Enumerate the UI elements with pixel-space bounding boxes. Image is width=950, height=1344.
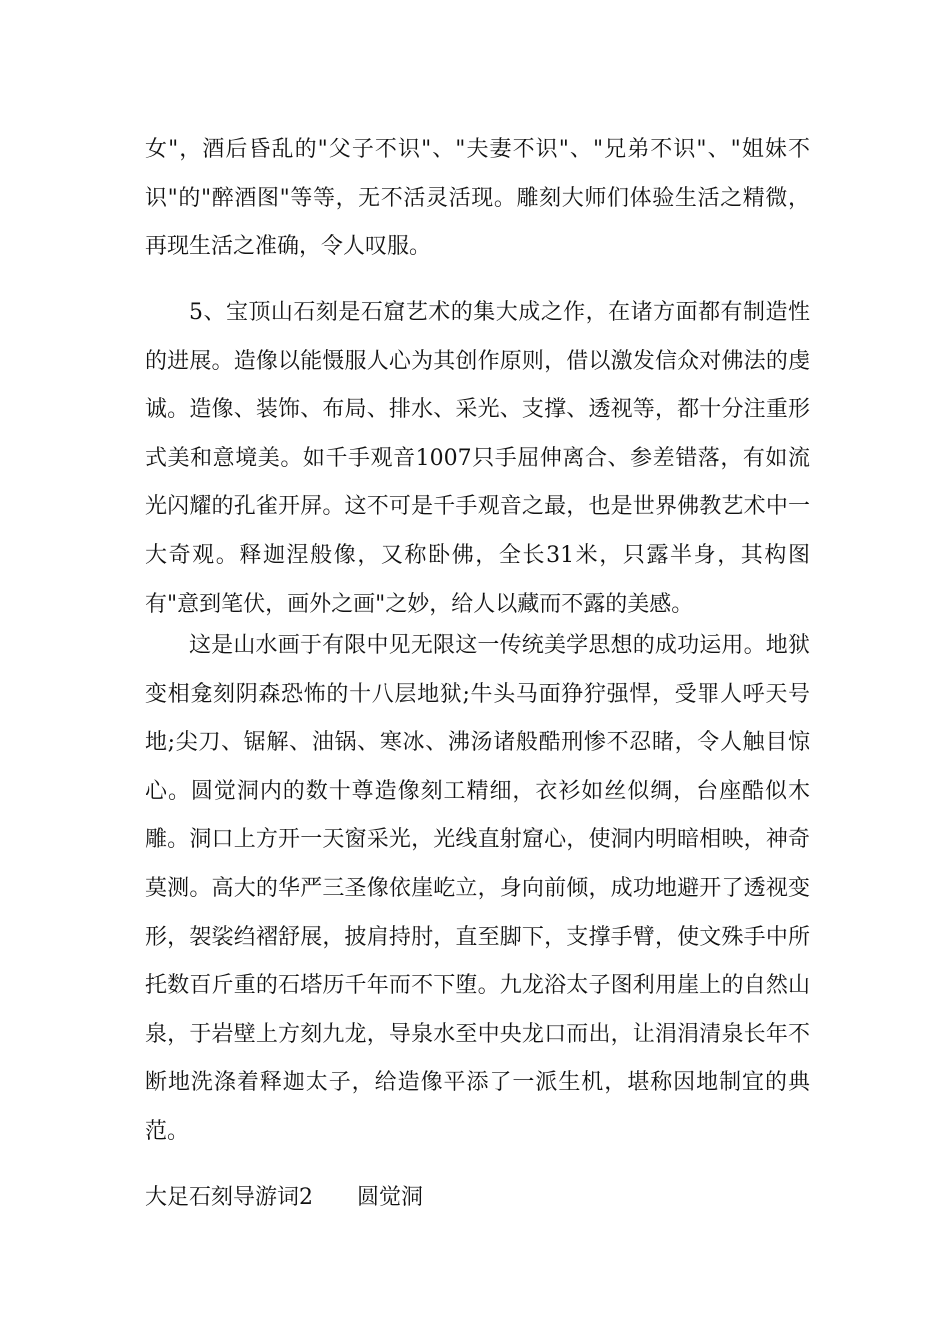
paragraph-continuation: 女"，酒后昏乱的"父子不识"、"夫妻不识"、"兄弟不识"、"姐妹不识"的"醉酒图"等等，无不活灵活现。雕刻大师们体验生活之精微，再现生活之准确，令人叹服。 (145, 137, 810, 260)
section-heading: 大足石刻导游词2 圆觉洞 (145, 1185, 423, 1210)
paragraph-landscape-aesthetics: 这是山水画于有限中见无限这一传统美学思想的成功运用。地狱变相龛刻阴森恐怖的十八层地狱;牛头马面狰狞强悍，受罪人呼天号地;尖刀、锯解、油锅、寒冰、沸汤诸般酷刑惨不忍睹，令人触目惊心。圆觉洞内的数十尊造像刻工精细，衣衫如丝似绸，台座酷似木雕。洞口上方开一天窗采光，光线直射窟心，使洞内明暗相映，神奇莫测。高大的华严三圣像依崖屹立，身向前倾，成功地避开了透视变形，袈裟绉褶舒展，披肩持肘，直至脚下，支撑手臂，使文殊手中所托数百斤重的石塔历千年而不下堕。九龙浴太子图利用崖上的自然山泉，于岩壁上方刻九龙，导泉水至中央龙口而出，让涓涓清泉长年不断地洗涤着释迦太子，给造像平添了一派生机，堪称因地制宜的典范。 (145, 633, 810, 1144)
paragraph-baoding-carvings: 5、宝顶山石刻是石窟艺术的集大成之作，在诸方面都有制造性的进展。造像以能慑服人心为其创作原则，借以激发信众对佛法的虔诚。造像、装饰、布局、排水、采光、支撑、透视等，都十分注重形式美和意境美。如千手观音1007只手屈伸离合、参差错落，有如流光闪耀的孔雀开屏。这不可是千手观音之最，也是世界佛教艺术中一大奇观。释迦涅般像，又称卧佛，全长31米，只露半身，其构图有"意到笔伏，画外之画"之妙，给人以藏而不露的美感。 (145, 300, 810, 617)
